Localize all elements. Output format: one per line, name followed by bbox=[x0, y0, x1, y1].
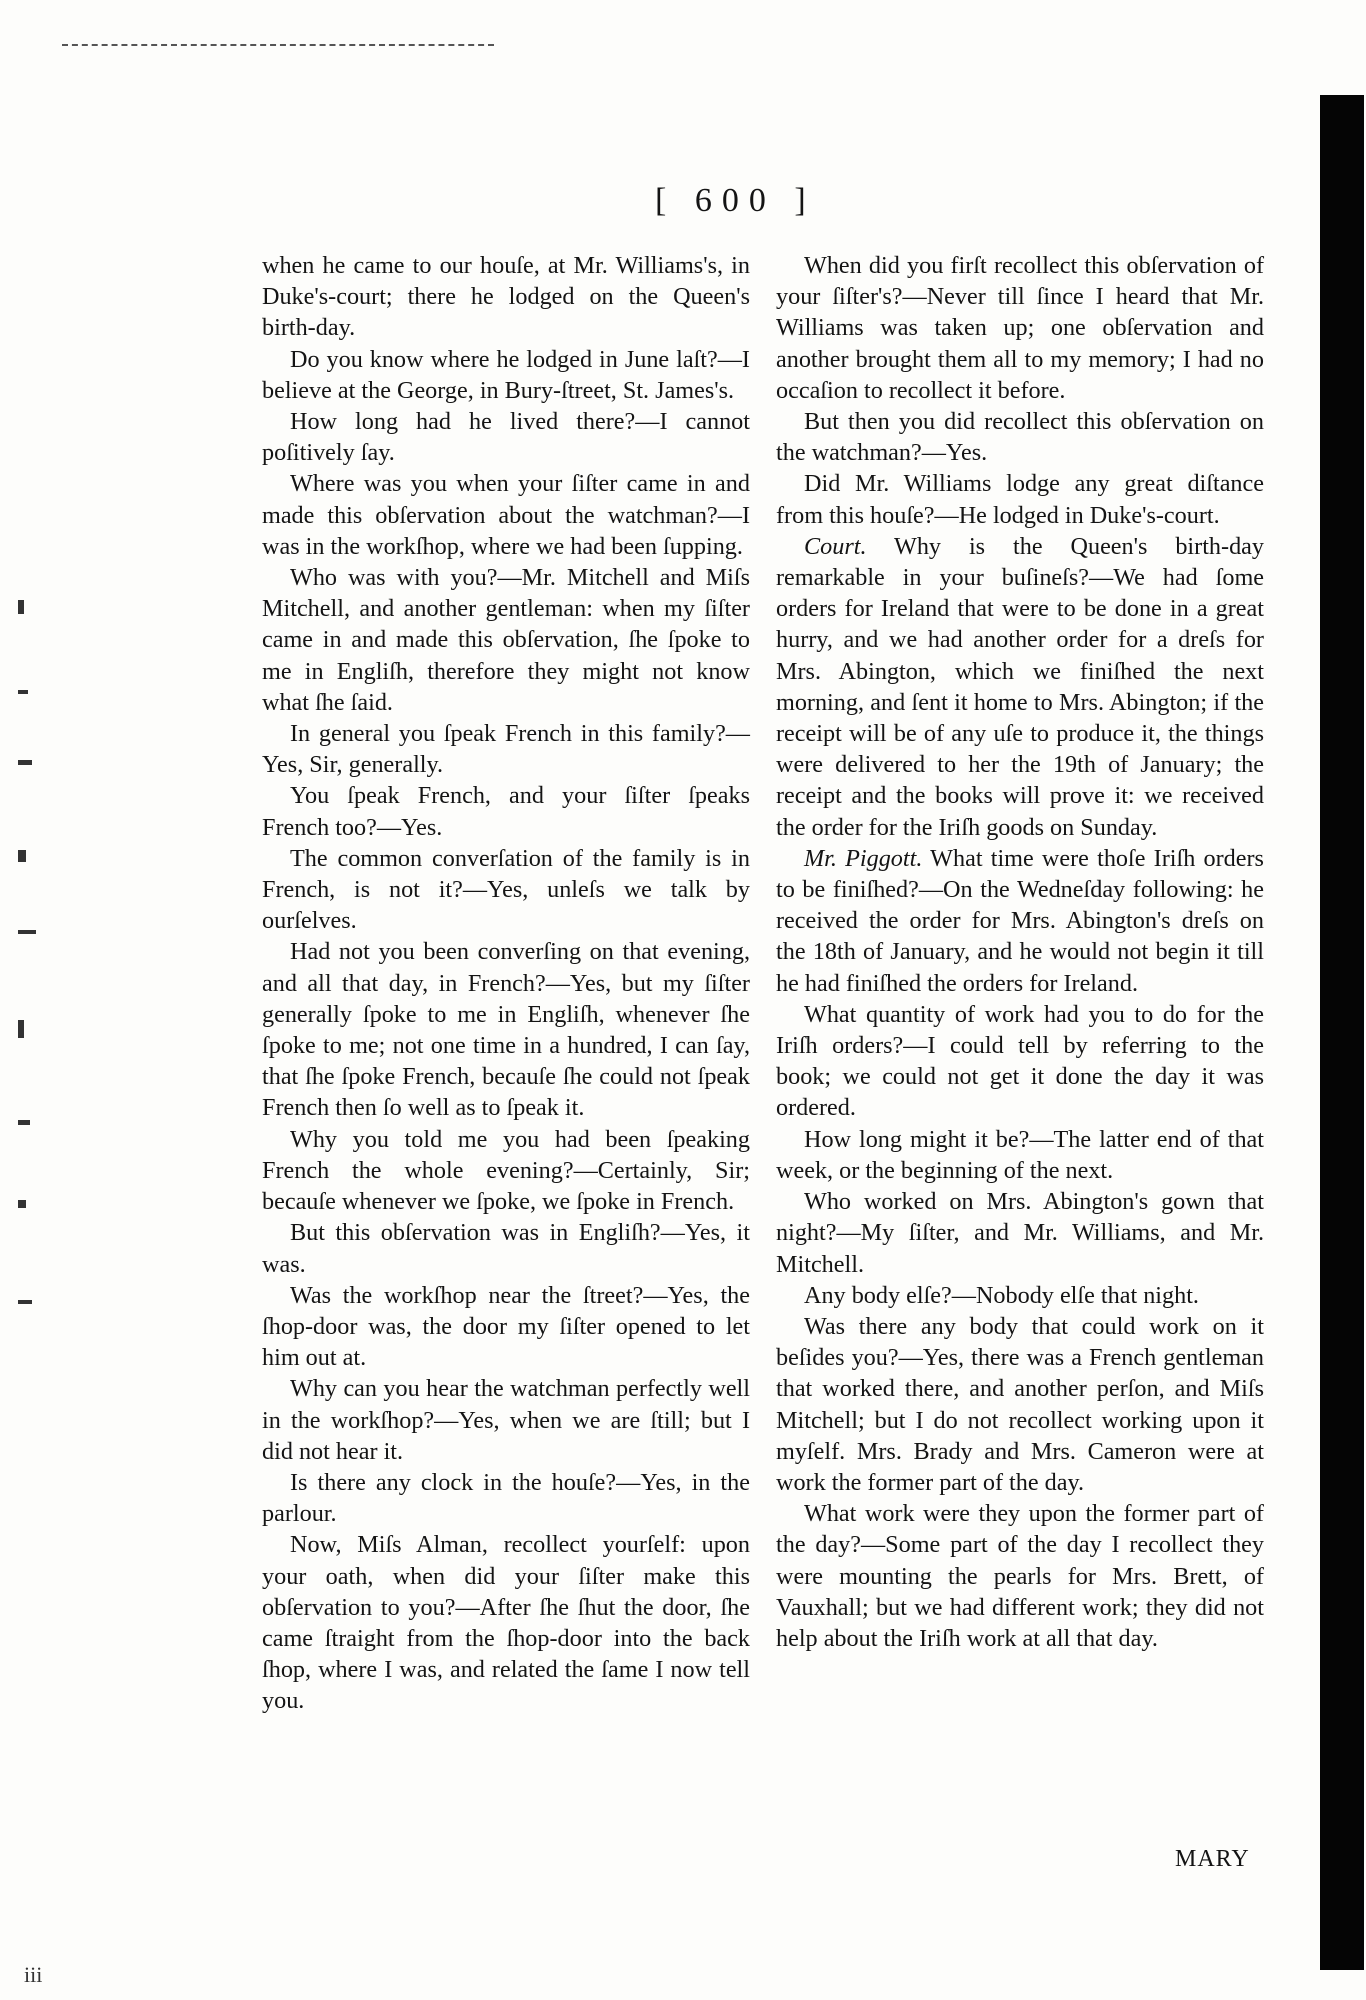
paragraph-text: Why you told me you had been ſpeaking French the whole evening?—Certainly, Sir; becauſe whenever we ſpoke, we ſpoke in French. bbox=[262, 1125, 750, 1216]
paragraph-text: How long might it be?—The latter end of that week, or the beginning of the next. bbox=[776, 1125, 1264, 1184]
paragraph bbox=[262, 718, 750, 780]
speaker-label: Court. bbox=[804, 532, 867, 560]
paragraph bbox=[262, 1217, 750, 1279]
paragraph bbox=[262, 780, 750, 842]
margin-scan-marks bbox=[18, 600, 64, 1360]
paragraph bbox=[776, 1498, 1264, 1654]
paragraph bbox=[776, 1311, 1264, 1498]
paragraph-text: Did Mr. Williams lodge any great diſtance from this houſe?—He lodged in Duke's-court. bbox=[776, 470, 1264, 529]
paragraph bbox=[262, 1124, 750, 1218]
paragraph-text: When did you firſt recollect this obſervation of your ſiſter's?—Never till ſince I heard that Mr. Williams was taken up; one obſervation and another brought them all to my memory; I had no occaſion to recollect it before. bbox=[776, 252, 1264, 404]
paragraph bbox=[262, 344, 750, 406]
paragraph-text: when he came to our houſe, at Mr. Williams's, in Duke's-court; there he lodged on the Queen's birth-day. bbox=[262, 252, 750, 342]
paragraph-text: But then you did recollect this obſervation on the watchman?—Yes. bbox=[776, 408, 1264, 467]
paragraph bbox=[776, 1280, 1264, 1311]
paragraph bbox=[776, 843, 1264, 999]
paragraph-text: Is there any clock in the houſe?—Yes, in the parlour. bbox=[262, 1468, 750, 1528]
paragraph-text: Do you know where he lodged in June laſt?—I believe at the George, in Bury-ſtreet, St. James's. bbox=[262, 345, 750, 404]
paragraph-text: Was the workſhop near the ſtreet?—Yes, the ſhop-door was, the door my ſiſter opened to let him out at. bbox=[262, 1281, 750, 1372]
paragraph-text: Who worked on Mrs. Abington's gown that night?—My ſiſter, and Mr. Williams, and Mr. Mitchell. bbox=[776, 1188, 1264, 1278]
paragraph-text: Any body elſe?—Nobody elſe that night. bbox=[804, 1281, 1199, 1309]
paragraph bbox=[262, 250, 750, 344]
paragraph-text: Now, Miſs Alman, recollect yourſelf: upon your oath, when did your ſiſter make this obſervation to you?—After ſhe ſhut the door, ſhe came ſtraight from the ſhop-door into the back ſhop, where I was, and related the ſame I now tell you. bbox=[262, 1531, 750, 1715]
paragraph bbox=[262, 1280, 750, 1374]
left-column bbox=[262, 250, 750, 1717]
paragraph-text: Where was you when your ſiſter came in and made this obſervation about the watchman?—I was in the workſhop, where we had been ſupping. bbox=[262, 470, 750, 560]
paragraph bbox=[262, 562, 750, 718]
paragraph bbox=[262, 468, 750, 562]
paragraph bbox=[776, 406, 1264, 468]
paragraph-text: The common converſation of the family is in French, is not it?—Yes, unleſs we talk by ourſelves. bbox=[262, 844, 750, 935]
bottom-margin-mark: iii bbox=[24, 1962, 43, 1987]
scan-edge-shadow bbox=[1320, 95, 1364, 1970]
paragraph bbox=[776, 250, 1264, 406]
paragraph bbox=[262, 936, 750, 1123]
paragraph bbox=[776, 1186, 1264, 1280]
paragraph-text: What quantity of work had you to do for the Iriſh orders?—I could tell by referring to the book; we could not get it done the day it was ordered. bbox=[776, 1000, 1264, 1122]
paragraph-text: Why can you hear the watchman perfectly well in the workſhop?—Yes, when we are ſtill; but I did not hear it. bbox=[262, 1375, 750, 1465]
paragraph bbox=[262, 1529, 750, 1716]
paragraph-text: You ſpeak French, and your ſiſter ſpeaks French too?—Yes. bbox=[262, 782, 750, 841]
paragraph-text: What time were thoſe Iriſh orders to be finiſhed?—On the Wedneſday following: he received the order for Mrs. Abington's dreſs on the 18th of January, and he would not begin it till he had finiſhed the orders for Ireland. bbox=[776, 844, 1264, 997]
paragraph bbox=[262, 406, 750, 468]
paragraph bbox=[776, 531, 1264, 843]
paragraph-text: How long had he lived there?—I cannot poſitively ſay. bbox=[262, 408, 750, 467]
paragraph-text: Had not you been converſing on that evening, and all that day, in French?—Yes, but my ſiſter generally ſpoke to me in Engliſh, whenever ſhe ſpoke to me; not one time in a hundred, I can ſay, that ſhe ſpoke French, becauſe ſhe could not ſpeak French then ſo well as to ſpeak it. bbox=[262, 938, 750, 1122]
right-column bbox=[776, 250, 1264, 1654]
paragraph bbox=[776, 999, 1264, 1124]
paragraph-text: In general you ſpeak French in this family?—Yes, Sir, generally. bbox=[262, 720, 750, 779]
page-number-header: [ 600 ] bbox=[655, 182, 816, 219]
paragraph-text: What work were they upon the former part of the day?—Some part of the day I recollect they were mounting the pearls for Mrs. Brett, of Vauxhall; but we had different work; they did not help about the Iriſh work at all that day. bbox=[776, 1500, 1264, 1652]
paragraph bbox=[776, 1124, 1264, 1186]
paragraph bbox=[262, 843, 750, 937]
paragraph bbox=[262, 1467, 750, 1529]
paragraph-text: Why is the Queen's birth-day remarkable in your buſineſs?—We had ſome orders for Ireland that were to be done in a great hurry, and we had another order for a dreſs for Mrs. Abington, which we finiſhed the next morning, and ſent it home to Mrs. Abington; if the receipt will be of any uſe to produce it, the things were delivered to her the 19th of January; the receipt and the books will prove it: we received the order for the Iriſh goods on Sunday. bbox=[776, 532, 1264, 841]
top-dashed-rule bbox=[62, 44, 494, 46]
catchword: MARY bbox=[1175, 1846, 1250, 1872]
paragraph-text: Who was with you?—Mr. Mitchell and Miſs Mitchell, and another gentleman: when my ſiſter came in and made this obſervation, ſhe ſpoke to me in Engliſh, therefore they might not know what ſhe ſaid. bbox=[262, 564, 750, 716]
paragraph-text: Was there any body that could work on it beſides you?—Yes, there was a French gentleman that worked there, and another perſon, and Miſs Mitchell; but I do not recollect working upon it myſelf. Mrs. Brady and Mrs. Cameron were at work the former part of the day. bbox=[776, 1312, 1264, 1496]
speaker-label: Mr. Piggott. bbox=[804, 844, 923, 872]
paragraph bbox=[262, 1373, 750, 1467]
paragraph bbox=[776, 468, 1264, 530]
paragraph-text: But this obſervation was in Engliſh?—Yes, it was. bbox=[262, 1219, 750, 1278]
